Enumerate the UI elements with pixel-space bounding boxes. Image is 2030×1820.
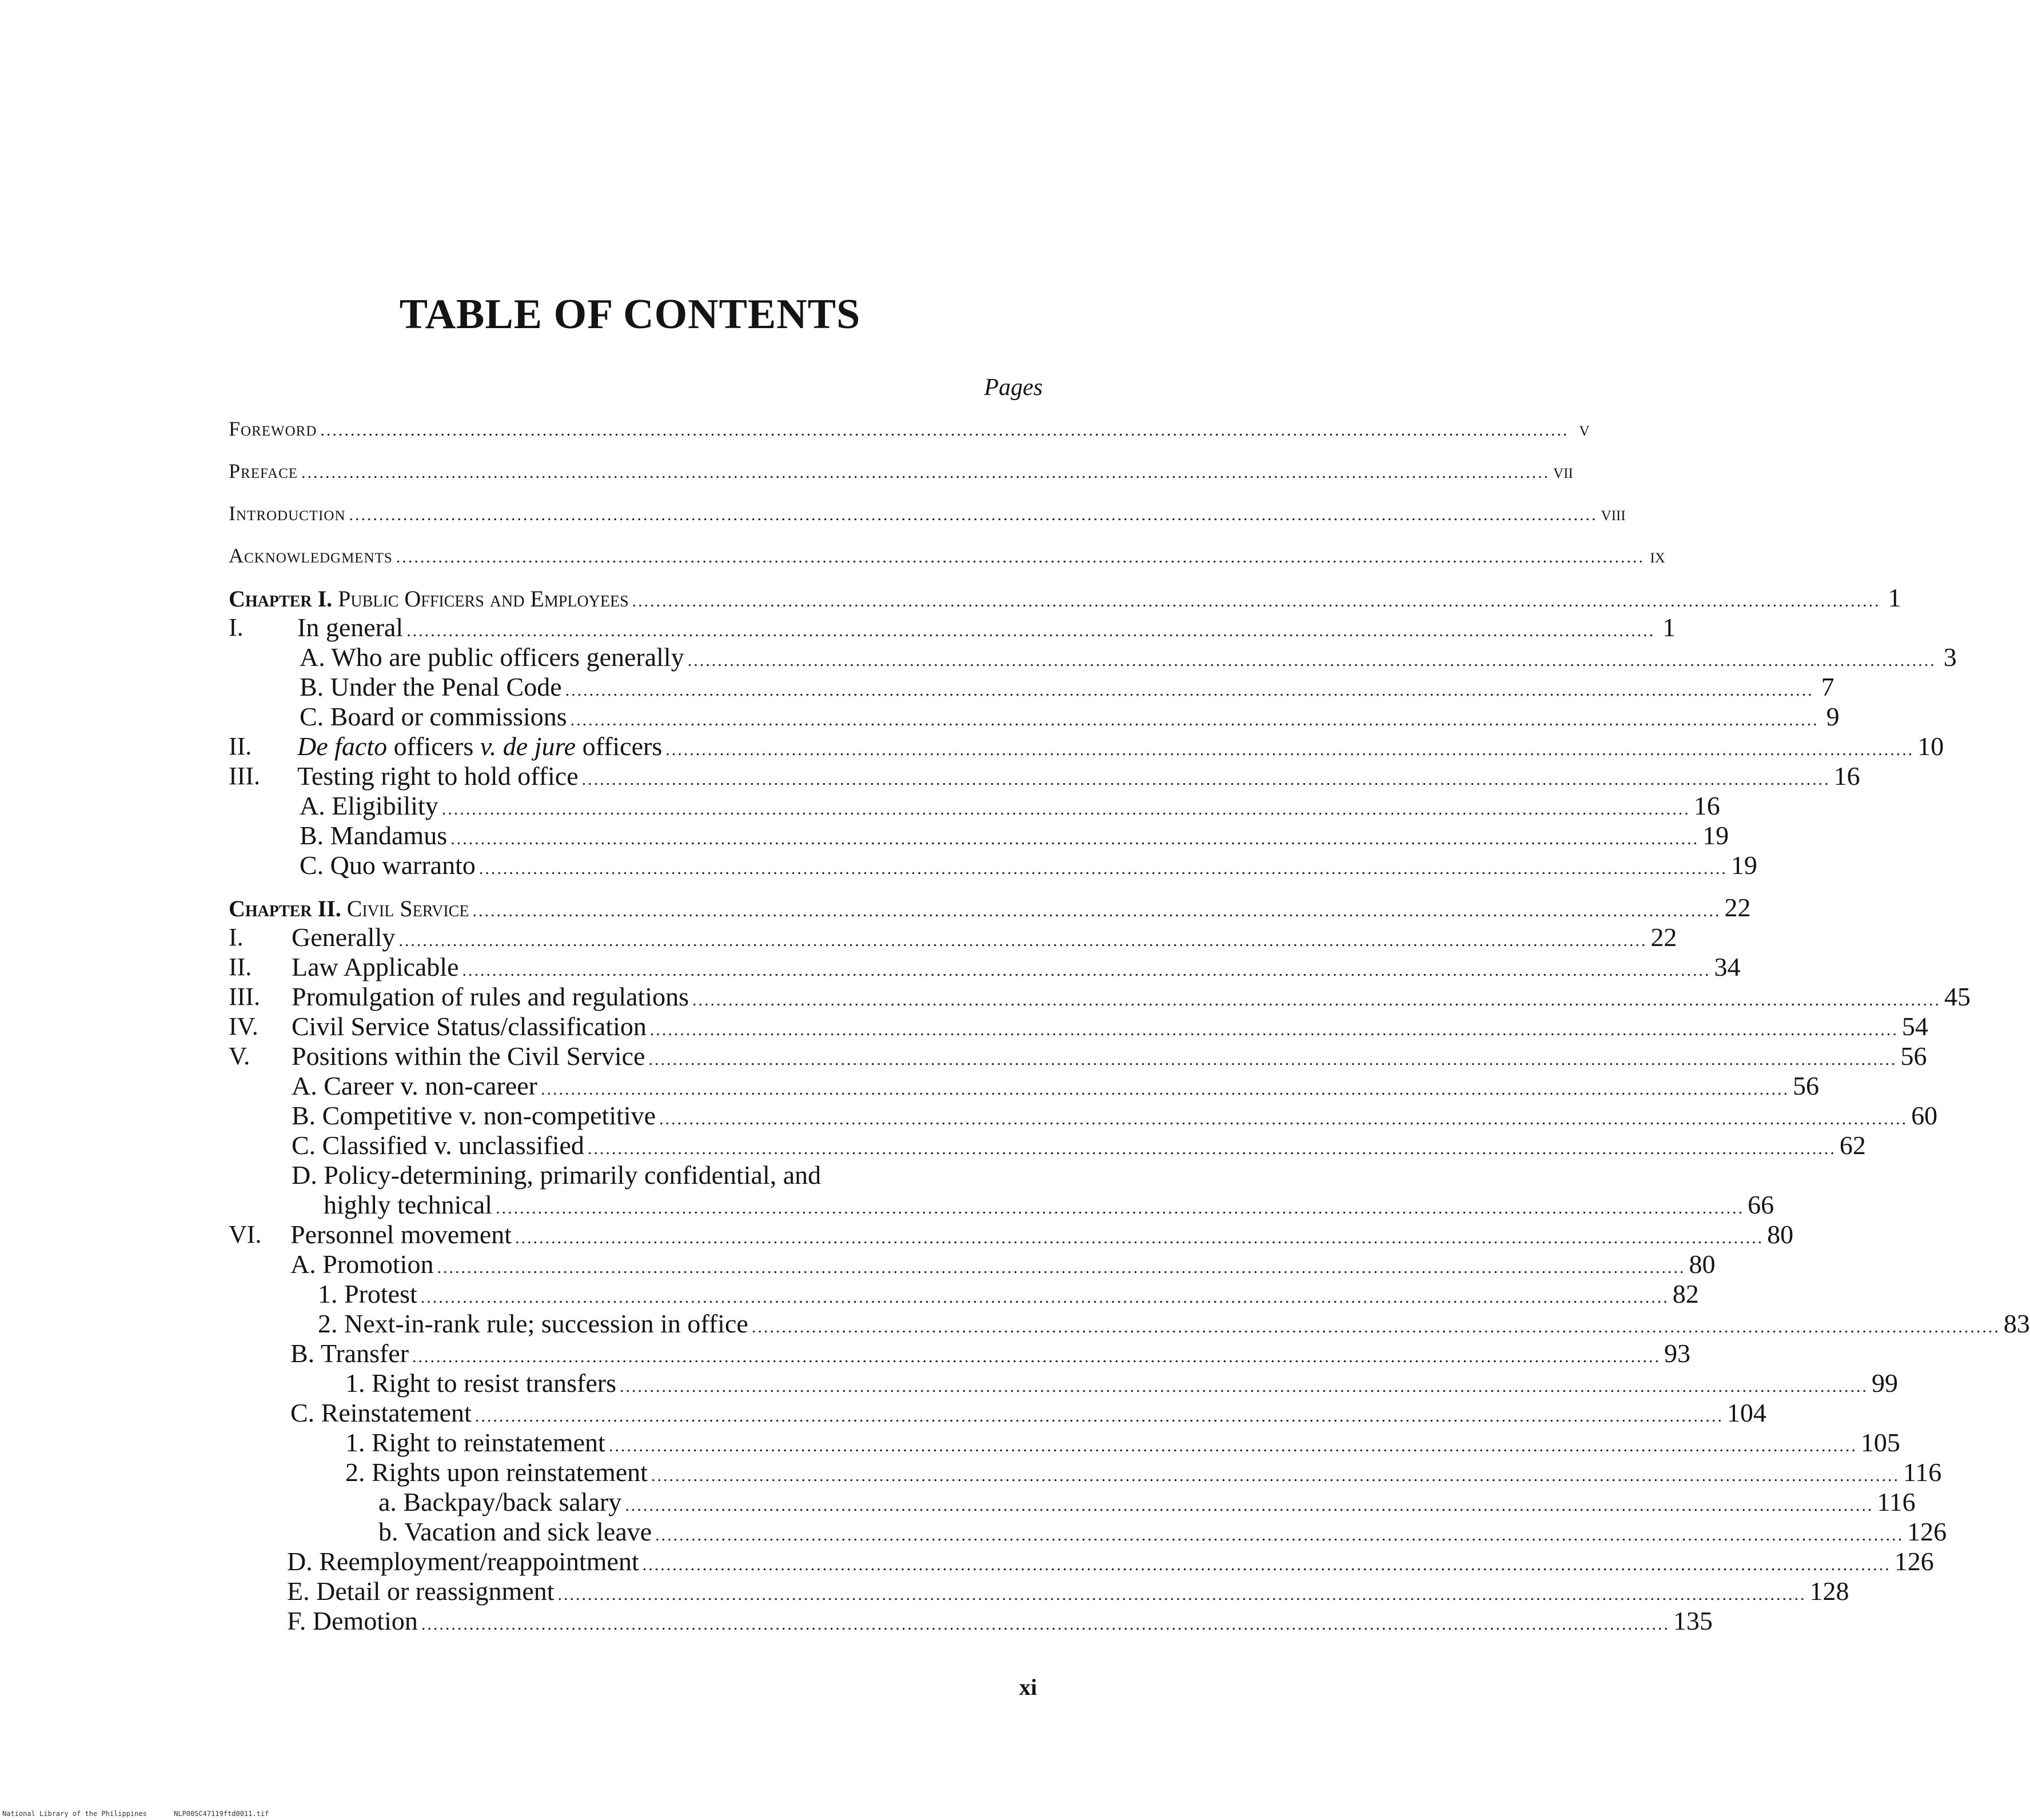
chapter-prefix: Chapter II. xyxy=(229,896,341,921)
dot-leader: ................................................................................................................................................................................................................ xyxy=(301,463,1550,482)
dot-leader: ................................................................................................................................................................................................................ xyxy=(751,1318,2000,1336)
dot-leader: ................................................................................................................................................................................................................ xyxy=(620,1377,1868,1396)
dot-leader: ................................................................................................................................................................................................................ xyxy=(625,1496,1874,1515)
entry-page: viii xyxy=(1601,502,1626,525)
dot-leader: ................................................................................................................................................................................................................ xyxy=(462,961,1711,980)
toc-entry[interactable] xyxy=(318,1308,2030,1340)
entry-page: 19 xyxy=(1702,821,1729,850)
dot-leader: ................................................................................................................................................................................................................ xyxy=(648,1050,1897,1069)
section-numeral: IV. xyxy=(229,1012,258,1040)
entry-page: 7 xyxy=(1821,672,1834,701)
entry-label: C. Classified v. unclassified xyxy=(292,1131,584,1160)
entry-page: 34 xyxy=(1714,952,1741,981)
chapter-title: Public Officers and Employees xyxy=(338,586,629,612)
toc-entry[interactable] xyxy=(292,1040,1927,1072)
dot-leader: ................................................................................................................................................................................................................ xyxy=(420,1288,1669,1307)
entry-label: Law Applicable xyxy=(292,952,459,981)
toc-entry[interactable] xyxy=(300,701,1840,733)
entry-page: 80 xyxy=(1689,1250,1716,1279)
entry-label: a. Backpay/back salary xyxy=(378,1487,622,1516)
dot-leader: ................................................................................................................................................................................................................ xyxy=(540,1080,1789,1099)
toc-entry[interactable] xyxy=(287,1546,1934,1578)
dot-leader: ................................................................................................................................................................................................................ xyxy=(396,548,1645,566)
entry-label: 2. Rights upon reinstatement xyxy=(345,1458,648,1487)
entry-page: 1 xyxy=(1662,613,1676,642)
toc-entry[interactable] xyxy=(300,820,1729,852)
label-italic-v: v. xyxy=(480,732,497,761)
dot-leader: ................................................................................................................................................................................................................ xyxy=(398,931,1648,950)
dot-leader: ................................................................................................................................................................................................................ xyxy=(632,592,1881,610)
dot-leader: ................................................................................................................................................................................................................ xyxy=(474,1407,1724,1426)
entry-label: C. Quo warranto xyxy=(300,851,476,880)
chapter-heading xyxy=(229,583,629,615)
entry-page: 116 xyxy=(1877,1487,1916,1516)
dot-leader: ................................................................................................................................................................................................................ xyxy=(570,711,1819,729)
entry-page: 19 xyxy=(1730,851,1757,880)
entry-page: v xyxy=(1579,417,1590,440)
toc-entry[interactable] xyxy=(290,1338,1691,1370)
entry-page: 83 xyxy=(2003,1309,2030,1338)
chapter-prefix: Chapter I. xyxy=(229,586,333,612)
dot-leader: ................................................................................................................................................................................................................ xyxy=(496,1199,1745,1218)
dot-leader: ................................................................................................................................................................................................................ xyxy=(659,1109,1908,1128)
section-numeral: I. xyxy=(229,613,244,641)
entry-page: 9 xyxy=(1826,702,1840,731)
entry-page: 104 xyxy=(1726,1398,1766,1427)
entry-page: 135 xyxy=(1673,1606,1713,1635)
dot-leader: ................................................................................................................................................................................................................ xyxy=(649,1020,1899,1039)
entry-page: 45 xyxy=(1944,982,1971,1011)
entry-page: 16 xyxy=(1693,791,1720,820)
entry-page: 22 xyxy=(1724,893,1751,922)
toc-entry[interactable] xyxy=(297,612,1676,644)
toc-entry[interactable] xyxy=(292,1070,1819,1102)
entry-page: 82 xyxy=(1672,1279,1699,1308)
entry-page: 128 xyxy=(1809,1576,1849,1606)
entry-label: C. Reinstatement xyxy=(290,1398,472,1427)
dot-leader: ................................................................................................................................................................................................................ xyxy=(515,1228,1764,1247)
page-title: TABLE OF CONTENTS xyxy=(399,291,861,338)
dot-leader: ................................................................................................................................................................................................................ xyxy=(421,1615,1670,1634)
toc-entry[interactable] xyxy=(290,1397,1766,1429)
entry-label: D. Reemployment/reappointment xyxy=(287,1547,639,1576)
entry-label: Testing right to hold office xyxy=(297,761,579,791)
entry-label: highly technical xyxy=(324,1190,493,1219)
entry-page: 22 xyxy=(1650,923,1677,952)
entry-label: Civil Service Status/classification xyxy=(292,1012,647,1041)
entry-page: 1 xyxy=(1888,583,1901,612)
entry-page: vii xyxy=(1553,460,1573,482)
dot-leader: ................................................................................................................................................................................................................ xyxy=(665,740,1915,759)
entry-label: 2. Next-in-rank rule; succession in office xyxy=(318,1309,748,1338)
footer-file: NLP00SC47119ftd0011.tif xyxy=(174,1810,269,1818)
toc-entry[interactable] xyxy=(292,1100,1938,1132)
toc-entry[interactable] xyxy=(290,1219,1794,1251)
toc-entry[interactable] xyxy=(345,1456,1942,1488)
entry-page: 56 xyxy=(1792,1071,1819,1100)
dot-leader: ................................................................................................................................................................................................................ xyxy=(655,1526,1904,1544)
dot-leader: ................................................................................................................................................................................................................ xyxy=(565,681,1814,700)
section-numeral: III. xyxy=(229,983,260,1011)
entry-label: A. Who are public officers generally xyxy=(300,642,684,672)
section-numeral: II. xyxy=(229,953,252,981)
entry-label: Acknowledgments xyxy=(229,544,393,567)
dot-leader: ................................................................................................................................................................................................................ xyxy=(441,800,1690,819)
entry-page: 54 xyxy=(1901,1012,1928,1041)
entry-page: 126 xyxy=(1907,1517,1947,1546)
dot-leader: ................................................................................................................................................................................................................ xyxy=(581,770,1830,789)
entry-page: 3 xyxy=(1943,642,1957,672)
entry-page: 60 xyxy=(1911,1101,1938,1130)
toc-entry[interactable] xyxy=(292,1129,1866,1162)
entry-label: Generally xyxy=(292,923,396,952)
entry-label: A. Promotion xyxy=(290,1250,434,1279)
toc-entry[interactable] xyxy=(292,921,1677,953)
toc-entry[interactable] xyxy=(378,1516,1947,1548)
toc-entry-line: D. Policy-determining, primarily confidential, and xyxy=(292,1160,821,1190)
toc-entry[interactable] xyxy=(324,1189,1774,1221)
entry-label: In general xyxy=(297,613,404,642)
section-numeral: II. xyxy=(229,732,252,760)
entry-page: 62 xyxy=(1839,1131,1866,1160)
entry-page: 56 xyxy=(1900,1041,1927,1071)
dot-leader: ................................................................................................................................................................................................................ xyxy=(692,991,1941,1009)
toc-entry[interactable] xyxy=(287,1575,1849,1607)
entry-label: Promulgation of rules and regulations xyxy=(292,982,689,1011)
label-italic-de-facto: De facto xyxy=(297,732,388,761)
entry-page: 66 xyxy=(1748,1190,1774,1219)
toc-entry-foreword[interactable] xyxy=(229,413,1590,445)
dot-leader: ................................................................................................................................................................................................................ xyxy=(642,1555,1891,1574)
entry-label: B. Transfer xyxy=(290,1339,409,1368)
label-part: officers xyxy=(387,732,480,761)
entry-label: 1. Protest xyxy=(318,1279,417,1308)
dot-leader: ................................................................................................................................................................................................................ xyxy=(478,859,1728,878)
entry-page: 16 xyxy=(1833,761,1860,791)
toc-entry[interactable] xyxy=(287,1605,1713,1637)
toc-entry[interactable] xyxy=(292,1011,1928,1043)
section-numeral: VI. xyxy=(229,1220,262,1248)
toc-entry[interactable] xyxy=(300,849,1757,881)
entry-label: Introduction xyxy=(229,502,346,525)
entry-label: A. Eligibility xyxy=(300,791,438,820)
toc-entry[interactable] xyxy=(290,1248,1716,1280)
entry-label: A. Career v. non-career xyxy=(292,1071,537,1100)
dot-leader: ................................................................................................................................................................................................................ xyxy=(412,1347,1661,1366)
entry-label: 1. Right to resist transfers xyxy=(345,1368,616,1398)
toc-chapter-2[interactable] xyxy=(229,892,1751,924)
entry-label: Positions within the Civil Service xyxy=(292,1041,645,1071)
toc-entry[interactable] xyxy=(345,1427,1900,1459)
toc-entry[interactable] xyxy=(300,641,1957,673)
pages-column-label: Pages xyxy=(984,374,1043,401)
scan-footer xyxy=(2,1810,292,1818)
dot-leader: ................................................................................................................................................................................................................ xyxy=(687,651,1936,670)
entry-label: B. Under the Penal Code xyxy=(300,672,562,701)
entry-label: Foreword xyxy=(229,417,317,440)
dot-leader: ................................................................................................................................................................................................................ xyxy=(450,829,1700,848)
section-numeral: V. xyxy=(229,1042,250,1070)
chapter-title: Civil Service xyxy=(346,896,469,921)
entry-page: 10 xyxy=(1917,732,1944,761)
entry-page: 93 xyxy=(1664,1339,1691,1368)
entry-label: C. Board or commissions xyxy=(300,702,567,731)
toc-entry[interactable] xyxy=(378,1486,1916,1518)
toc-entry-introduction[interactable] xyxy=(229,497,1626,529)
entry-page: 99 xyxy=(1872,1368,1898,1398)
entry-label: 1. Right to reinstatement xyxy=(345,1428,605,1457)
toc-entry[interactable] xyxy=(300,790,1720,822)
toc-chapter-1[interactable] xyxy=(229,582,1901,614)
entry-label xyxy=(297,731,662,763)
toc-entry[interactable] xyxy=(297,760,1860,792)
entry-page: 126 xyxy=(1894,1547,1934,1576)
label-italic-de-jure: de jure xyxy=(496,732,576,761)
dot-leader: ................................................................................................................................................................................................................ xyxy=(651,1466,1900,1485)
dot-leader: ................................................................................................................................................................................................................ xyxy=(472,901,1721,920)
dot-leader: ................................................................................................................................................................................................................ xyxy=(608,1436,1857,1455)
chapter-heading xyxy=(229,893,469,925)
entry-page: 80 xyxy=(1767,1220,1794,1249)
page-number: xi xyxy=(1019,1674,1037,1700)
dot-leader: ................................................................................................................................................................................................................ xyxy=(320,421,1569,440)
entry-label: b. Vacation and sick leave xyxy=(378,1517,652,1546)
section-numeral: III. xyxy=(229,762,260,790)
footer-library: National Library of the Philippines xyxy=(2,1810,147,1818)
dot-leader: ................................................................................................................................................................................................................ xyxy=(587,1139,1836,1158)
entry-page: ix xyxy=(1650,544,1665,567)
entry-page: 105 xyxy=(1860,1428,1900,1457)
section-numeral: I. xyxy=(229,923,244,951)
entry-label: Preface xyxy=(229,460,298,482)
entry-label: Personnel movement xyxy=(290,1220,512,1249)
dot-leader: ................................................................................................................................................................................................................ xyxy=(406,621,1656,640)
dot-leader: ................................................................................................................................................................................................................ xyxy=(437,1258,1686,1277)
toc-entry[interactable] xyxy=(318,1278,1699,1310)
dot-leader: ................................................................................................................................................................................................................ xyxy=(349,505,1598,524)
entry-page: 116 xyxy=(1903,1458,1942,1487)
toc-entry[interactable] xyxy=(300,671,1834,703)
toc-entry[interactable] xyxy=(292,981,1971,1013)
entry-label: E. Detail or reassignment xyxy=(287,1576,555,1606)
toc-entry[interactable] xyxy=(297,731,1944,763)
entry-label: B. Mandamus xyxy=(300,821,448,850)
toc-entry[interactable] xyxy=(292,951,1741,983)
toc-entry[interactable] xyxy=(345,1367,1898,1399)
dot-leader: ................................................................................................................................................................................................................ xyxy=(557,1585,1806,1604)
entry-label: B. Competitive v. non-competitive xyxy=(292,1101,656,1130)
toc-entry-preface[interactable] xyxy=(229,455,1573,487)
toc-entry-acknowledgments[interactable] xyxy=(229,540,1665,572)
label-part: officers xyxy=(576,732,663,761)
entry-label: F. Demotion xyxy=(287,1606,418,1635)
